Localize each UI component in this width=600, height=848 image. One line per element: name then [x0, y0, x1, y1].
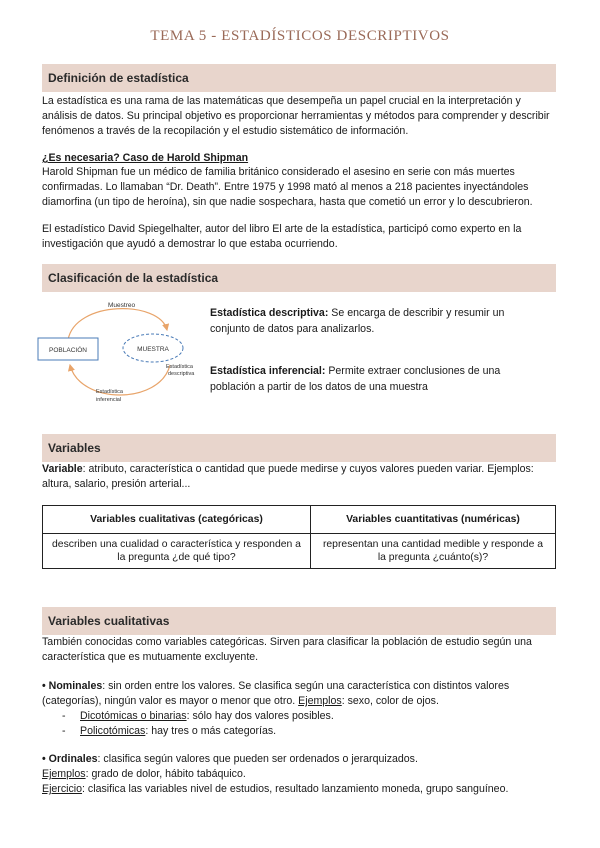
- section-header-clasificacion: Clasificación de la estadística: [42, 264, 556, 292]
- sampling-diagram: [30, 295, 210, 410]
- descriptiva-definition: Estadística descriptiva: Se encarga de describir y resumir un conjunto de datos para analizarlos.: [210, 307, 505, 335]
- page-title: TEMA 5 - ESTADÍSTICOS DESCRIPTIVOS: [150, 28, 450, 44]
- descriptiva-label-2: descriptiva: [168, 371, 195, 377]
- section-header-cualitativas: Variables cualitativas: [42, 607, 556, 635]
- inferencial-definition: Estadística inferencial: Permite extraer conclusiones de una población a partir de los datos de una muestra: [210, 365, 501, 393]
- ordinales-item: • Ordinales: clasifica según valores que pueden ser ordenados o jerarquizados.: [42, 753, 418, 765]
- variable-definition: Variable: atributo, característica o cantidad que puede medirse y cuyos valores pueden variar. Ejemplos: altura, salario, presión arterial...: [42, 463, 534, 490]
- variables-table: [42, 505, 556, 569]
- table-row: [43, 534, 556, 569]
- policotomicas-item: - Policotómicas: hay tres o más categorías.: [62, 725, 277, 737]
- muestra-label: MUESTRA: [137, 346, 169, 353]
- ordinales-ejemplos: Ejemplos: grado de dolor, hábito tabáquico.: [42, 768, 246, 780]
- inferencial-label-1: Estadística: [96, 389, 123, 395]
- poblacion-label: POBLACIÓN: [49, 347, 87, 354]
- spiegelhalter-paragraph: El estadístico David Spiegelhalter, autor del libro El arte de la estadística, participó como experto en la investigación que ayudó a demostrar lo que estaba ocurriendo.: [42, 223, 522, 250]
- table-header-cualitativas: Variables cualitativas (categóricas): [43, 506, 311, 534]
- cualitativas-intro: También conocidas como variables categóricas. Sirven para clasificar la población de estudio según una característica que es mutuamente excluyente.: [42, 636, 532, 663]
- muestreo-label: Muestreo: [108, 302, 136, 309]
- inferencial-label-2: inferencial: [96, 397, 122, 403]
- section-header-variables: Variables: [42, 434, 556, 462]
- shipman-paragraph: Harold Shipman fue un médico de familia británico considerado el asesino en serie con más muertes confirmadas. Lo llamaban “Dr. Death”. Entre 1975 y 1998 mató al menos a 218 pacientes inyectándoles diamorfina (un tipo de heroína), sin que nadie sospechara, hasta que cometió un error y lo descubrieron.: [42, 166, 533, 208]
- dicotomicas-item: - Dicotómicas o binarias: sólo hay dos valores posibles.: [62, 710, 334, 722]
- definicion-paragraph: La estadística es una rama de las matemáticas que desempeña un papel crucial en la interpretación y análisis de datos. Su principal objetivo es proporcionar herramientas y métodos para comprender y describir fenómenos a través de la recopilación y el estudio sistemático de información.: [42, 95, 550, 137]
- descriptiva-label-1: Estadística: [166, 364, 193, 370]
- table-cell-cualitativas: describen una cualidad o característica y responden a la pregunta ¿de qué tipo?: [43, 534, 311, 569]
- table-header-cuantitativas: Variables cuantitativas (numéricas): [310, 506, 555, 534]
- ejercicio-line: Ejercicio: clasifica las variables nivel de estudios, resultado lanzamiento moneda, grupo sanguíneo.: [42, 783, 509, 795]
- nominales-item: • Nominales: sin orden entre los valores. Se clasifica según una característica con distintos valores (categorías), ningún valor es mayor o menor que otro. Ejemplos: sexo, color de ojos.: [42, 680, 510, 707]
- section-header-definicion: Definición de estadística: [42, 64, 556, 92]
- shipman-heading: ¿Es necesaria? Caso de Harold Shipman: [42, 152, 249, 164]
- table-cell-cuantitativas: representan una cantidad medible y responde a la pregunta ¿cuánto(s)?: [310, 534, 555, 569]
